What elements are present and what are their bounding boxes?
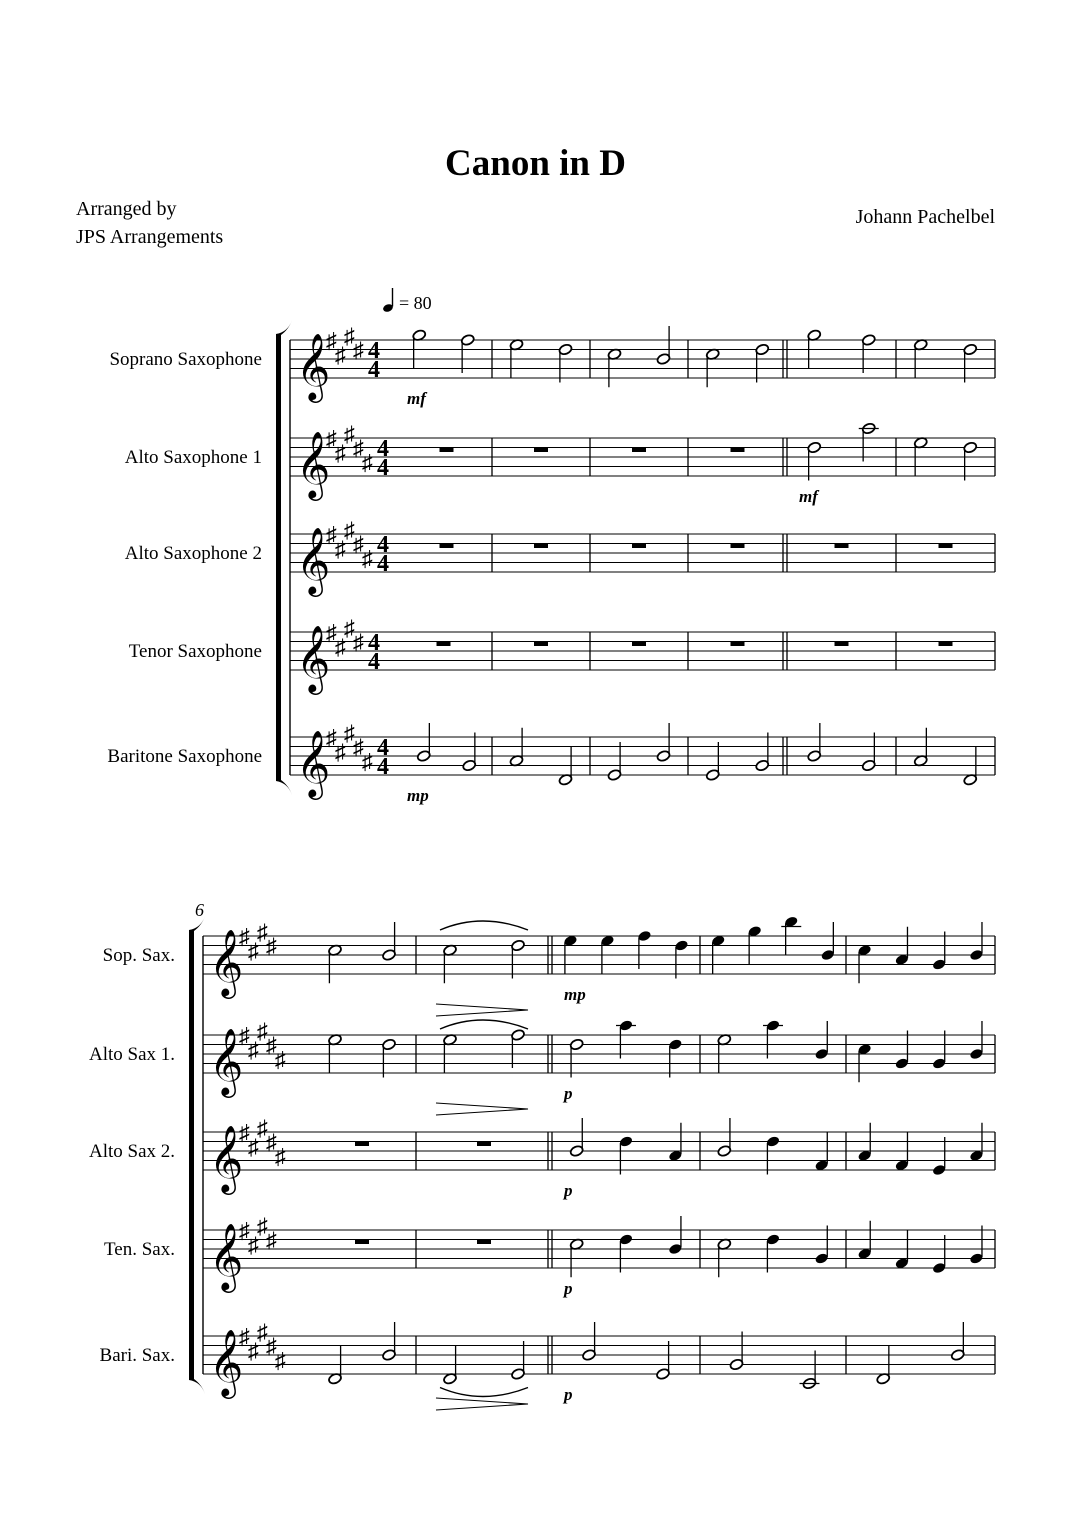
whole-rest [632, 448, 646, 453]
whole-rest [632, 544, 646, 549]
key-sharp-icon: ♯ [266, 1129, 277, 1155]
time-signature-numerator: 4 [377, 735, 389, 761]
key-sharp-icon: ♯ [275, 1046, 286, 1072]
treble-clef-icon: 𝄞 [209, 1330, 244, 1395]
staff-3 [89, 1115, 995, 1200]
staff-5 [107, 720, 995, 805]
dynamic-marking: p [564, 1084, 573, 1103]
staff-label: Alto Saxophone 1 [124, 447, 262, 468]
dynamic-marking: mp [407, 786, 429, 805]
treble-clef-icon: 𝄞 [296, 528, 331, 593]
tie-slur [440, 1020, 528, 1029]
whole-rest [355, 1240, 369, 1245]
key-sharp-icon: ♯ [326, 426, 337, 451]
treble-clef-icon: 𝄞 [296, 334, 331, 399]
systems [89, 320, 995, 1410]
time-signature-numerator: 4 [377, 436, 389, 462]
whole-rest [731, 544, 745, 549]
key-sharp-icon: ♯ [239, 1120, 250, 1145]
time-signature-numerator: 4 [368, 630, 380, 656]
staff-3 [125, 517, 995, 597]
treble-clef-icon: 𝄞 [209, 1126, 244, 1191]
key-sharp-icon: ♯ [335, 342, 346, 368]
staff-label: Alto Sax 2. [88, 1141, 175, 1162]
time-signature-denominator: 4 [368, 357, 380, 383]
staff-4 [129, 615, 995, 695]
key-sharp-icon: ♯ [326, 725, 337, 750]
composer-credit: Johann Pachelbel [855, 206, 995, 228]
staff-label: Alto Saxophone 2 [124, 543, 262, 564]
key-sharp-icon: ♯ [275, 1143, 286, 1169]
bracket-bottom-hook [276, 777, 292, 795]
key-sharp-icon: ♯ [266, 1333, 277, 1359]
key-sharp-icon: ♯ [353, 435, 364, 461]
key-sharp-icon: ♯ [335, 634, 346, 660]
key-sharp-icon: ♯ [248, 1232, 259, 1258]
staff-1 [103, 915, 995, 1004]
dynamic-marking: p [564, 1181, 573, 1200]
time-signature-denominator: 4 [377, 551, 389, 577]
whole-rest [534, 642, 548, 647]
dynamic-marking: mp [564, 985, 586, 1004]
staff-label: Soprano Saxophone [109, 349, 262, 370]
key-sharp-icon: ♯ [362, 748, 373, 774]
key-sharp-icon: ♯ [335, 440, 346, 466]
key-sharp-icon: ♯ [257, 919, 268, 945]
whole-rest [534, 544, 548, 549]
key-sharp-icon: ♯ [344, 421, 355, 447]
whole-rest [835, 544, 849, 549]
tempo-text: = 80 [399, 293, 432, 313]
whole-rest [437, 642, 451, 647]
system-bracket [276, 334, 281, 781]
whole-rest [477, 1142, 491, 1147]
treble-clef-icon: 𝄞 [296, 626, 331, 691]
system-2 [89, 900, 995, 1410]
key-sharp-icon: ♯ [344, 517, 355, 543]
dynamic-marking: mf [407, 389, 426, 408]
whole-rest [440, 448, 454, 453]
whole-rest [731, 642, 745, 647]
staff-1 [109, 323, 995, 408]
key-sharp-icon: ♯ [248, 1338, 259, 1364]
system-bracket [189, 930, 194, 1380]
time-signature-numerator: 4 [368, 338, 380, 364]
time-signature-denominator: 4 [368, 649, 380, 675]
time-signature-numerator: 4 [377, 532, 389, 558]
key-sharp-icon: ♯ [353, 734, 364, 760]
staff-label: Baritone Saxophone [107, 746, 262, 767]
staff-5 [100, 1319, 995, 1404]
dynamic-marking: p [564, 1279, 573, 1298]
key-sharp-icon: ♯ [257, 1115, 268, 1141]
key-sharp-icon: ♯ [239, 1023, 250, 1048]
dynamic-marking: p [564, 1385, 573, 1404]
key-sharp-icon: ♯ [344, 323, 355, 349]
time-signature-denominator: 4 [377, 754, 389, 780]
key-sharp-icon: ♯ [248, 938, 259, 964]
key-sharp-icon: ♯ [326, 328, 337, 353]
key-sharp-icon: ♯ [353, 629, 364, 655]
staff-label: Alto Sax 1. [88, 1044, 175, 1065]
treble-clef-icon: 𝄞 [209, 1029, 244, 1094]
key-sharp-icon: ♯ [239, 1218, 250, 1243]
whole-rest [632, 642, 646, 647]
tie-slur [440, 921, 528, 930]
key-sharp-icon: ♯ [239, 1324, 250, 1349]
key-sharp-icon: ♯ [326, 620, 337, 645]
key-sharp-icon: ♯ [344, 720, 355, 746]
staff-label: Ten. Sax. [104, 1239, 175, 1260]
whole-rest [939, 544, 953, 549]
tie-slur [440, 1388, 528, 1397]
staff-label: Bari. Sax. [99, 1345, 175, 1366]
key-sharp-icon: ♯ [353, 337, 364, 363]
decrescendo-hairpin [436, 1103, 528, 1115]
system-1 [107, 320, 995, 805]
key-sharp-icon: ♯ [326, 522, 337, 547]
treble-clef-icon: 𝄞 [209, 1224, 244, 1289]
treble-clef-icon: 𝄞 [209, 930, 244, 995]
whole-rest [731, 448, 745, 453]
tempo-marking [382, 288, 432, 313]
key-sharp-icon: ♯ [239, 924, 250, 949]
time-signature-denominator: 4 [377, 455, 389, 481]
key-sharp-icon: ♯ [266, 1032, 277, 1058]
key-sharp-icon: ♯ [257, 1213, 268, 1239]
key-sharp-icon: ♯ [344, 615, 355, 641]
dynamic-marking: mf [799, 487, 818, 506]
staff-label: Tenor Saxophone [128, 641, 262, 662]
key-sharp-icon: ♯ [275, 1347, 286, 1373]
key-sharp-icon: ♯ [266, 1227, 277, 1253]
bracket-top-hook [276, 320, 292, 338]
whole-rest [440, 544, 454, 549]
decrescendo-hairpin [436, 1398, 528, 1410]
key-sharp-icon: ♯ [248, 1037, 259, 1063]
treble-clef-icon: 𝄞 [296, 731, 331, 796]
key-sharp-icon: ♯ [362, 449, 373, 475]
whole-rest [355, 1142, 369, 1147]
whole-rest [835, 642, 849, 647]
key-sharp-icon: ♯ [335, 536, 346, 562]
whole-rest [939, 642, 953, 647]
score-title: Canon in D [445, 143, 626, 184]
bracket-bottom-hook [189, 1376, 205, 1394]
key-sharp-icon: ♯ [248, 1134, 259, 1160]
staff-2 [125, 421, 995, 506]
key-sharp-icon: ♯ [353, 531, 364, 557]
key-sharp-icon: ♯ [335, 739, 346, 765]
key-sharp-icon: ♯ [257, 1319, 268, 1345]
staff-4 [104, 1213, 995, 1298]
whole-rest [477, 1240, 491, 1245]
staff-label: Sop. Sax. [102, 945, 175, 966]
whole-rest [534, 448, 548, 453]
arranger-line-1: Arranged by [76, 198, 177, 220]
measure-number: 6 [195, 900, 204, 920]
key-sharp-icon: ♯ [257, 1018, 268, 1044]
key-sharp-icon: ♯ [266, 933, 277, 959]
treble-clef-icon: 𝄞 [296, 432, 331, 497]
key-sharp-icon: ♯ [362, 545, 373, 571]
decrescendo-hairpin [436, 1004, 528, 1016]
arranger-line-2: JPS Arrangements [76, 226, 224, 248]
staff-2 [89, 1018, 995, 1103]
